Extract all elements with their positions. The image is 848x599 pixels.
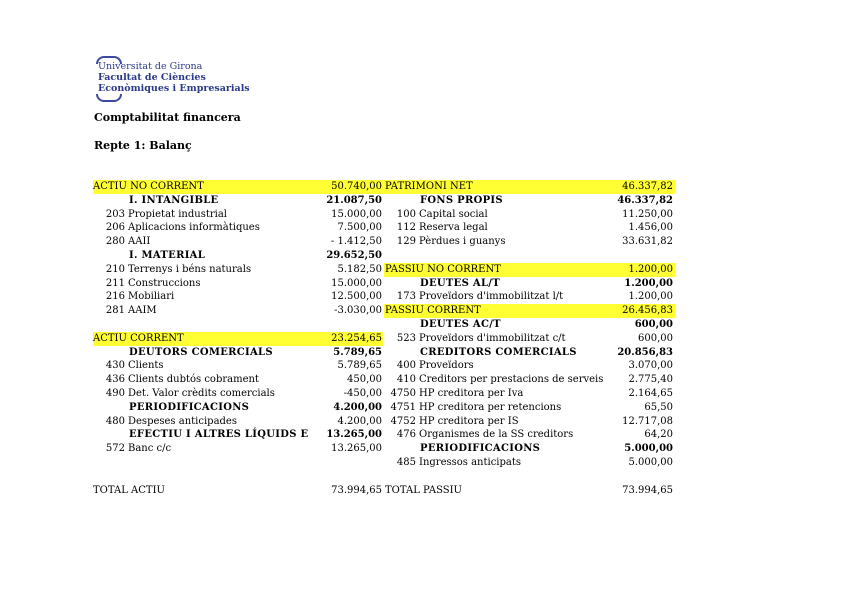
liability-section-total: 46.337,82 — [622, 181, 673, 192]
asset-section-label: ACTIU CORRENT — [93, 332, 184, 344]
university-logo — [96, 56, 250, 102]
liability-account-code: 4750 — [390, 387, 416, 399]
asset-account-code: 280 — [105, 236, 125, 248]
asset-account-code: 480 — [105, 415, 125, 427]
balance-row — [93, 428, 675, 442]
asset-account-code: 430 — [105, 360, 125, 372]
balance-row — [93, 194, 675, 208]
liability-subgroup-total: 1.200,00 — [624, 277, 673, 289]
liability-account-name: Reserva legal — [419, 222, 488, 234]
liability-subgroup-label: DEUTES AL/T — [420, 277, 500, 289]
asset-subgroup-total: 13.265,00 — [326, 429, 382, 441]
asset-account-amount: -3.030,00 — [334, 305, 382, 317]
asset-account-name: Mobiliari — [128, 291, 175, 303]
liability-section-total: 73.994,65 — [622, 484, 673, 496]
liability-section-label: PASSIU CORRENT — [385, 305, 481, 317]
liability-section-label: TOTAL PASSIU — [385, 484, 462, 496]
asset-account-code: 281 — [105, 305, 125, 317]
liability-subgroup-label: FONS PROPIS — [420, 194, 503, 206]
asset-account-amount: 7.500,00 — [337, 222, 382, 234]
liability-account-amount: 64,20 — [644, 429, 673, 441]
liability-account-amount: 12.717,08 — [622, 415, 673, 427]
asset-account-amount: 12.500,00 — [331, 291, 382, 303]
liability-account-name: Creditors per prestacions de serveis — [419, 374, 604, 386]
liability-section-total: 1.200,00 — [628, 263, 673, 275]
liability-account-name: Proveïdors — [419, 360, 474, 372]
liability-subgroup-label: PERIODIFICACIONS — [420, 443, 541, 455]
asset-account-name: Construccions — [128, 277, 201, 289]
liability-account-code: 523 — [396, 332, 416, 344]
asset-account-name: Clients — [128, 360, 164, 372]
asset-account-amount: 13.265,00 — [331, 443, 382, 455]
liability-account-name: HP creditora per Iva — [419, 387, 524, 399]
balance-row — [93, 332, 675, 346]
asset-account-code: 203 — [105, 208, 125, 220]
liability-account-name: Organismes de la SS creditors — [419, 429, 574, 441]
balance-row — [93, 346, 675, 360]
asset-account-name: Banc c/c — [128, 443, 172, 455]
balance-row — [93, 249, 675, 263]
liability-account-code: 129 — [396, 236, 416, 248]
balance-row — [93, 290, 675, 304]
liability-subgroup-total: 46.337,82 — [617, 194, 673, 206]
asset-subgroup-label: I. INTANGIBLE — [129, 194, 219, 206]
balance-row — [93, 221, 675, 235]
asset-account-code: 490 — [105, 387, 125, 399]
asset-section-label: TOTAL ACTIU — [93, 484, 165, 496]
asset-account-code: 572 — [105, 443, 125, 455]
asset-account-amount: 5.789,65 — [337, 360, 382, 372]
liability-account-amount: 65,50 — [644, 401, 673, 413]
liability-account-amount: 1.200,00 — [628, 291, 673, 303]
asset-subgroup-label: I. MATERIAL — [129, 249, 206, 261]
liability-account-code: 400 — [396, 360, 416, 372]
balance-row — [93, 359, 675, 373]
asset-account-amount: -450,00 — [343, 387, 382, 399]
balance-row — [93, 318, 675, 332]
asset-account-name: AAIM — [128, 305, 157, 317]
balance-row — [93, 470, 675, 484]
liability-section-total: 26.456,83 — [622, 305, 673, 317]
balance-row — [93, 373, 675, 387]
asset-section-total: 23.254,65 — [331, 332, 382, 344]
liability-account-amount: 3.070,00 — [628, 360, 673, 372]
asset-account-amount: 5.182,50 — [337, 263, 382, 275]
liability-account-name: Ingressos anticipats — [419, 456, 522, 468]
liability-subgroup-total: 600,00 — [634, 318, 673, 330]
liability-account-code: 476 — [396, 429, 416, 441]
liability-account-code: 485 — [396, 456, 416, 468]
logo-faculty-line1: Facultat de Ciències — [98, 72, 206, 83]
balance-sheet — [93, 180, 675, 497]
asset-subgroup-total: 4.200,00 — [333, 401, 382, 413]
liability-account-name: Capital social — [419, 208, 488, 220]
liability-account-amount: 11.250,00 — [622, 208, 673, 220]
liability-account-name: Proveïdors d'immobilitzat l/t — [419, 291, 564, 303]
balance-row — [93, 235, 675, 249]
asset-account-name: Aplicacions informàtiques — [128, 222, 260, 234]
asset-account-code: 206 — [105, 222, 125, 234]
logo-faculty-line2: Econòmiques i Empresarials — [98, 83, 250, 94]
liability-account-amount: 2.164,65 — [628, 387, 673, 399]
liability-account-amount: 1.456,00 — [628, 222, 673, 234]
asset-account-name: Propietat industrial — [128, 208, 227, 220]
liability-account-code: 100 — [396, 208, 416, 220]
asset-account-code: 436 — [105, 374, 125, 386]
liability-account-code: 173 — [396, 291, 416, 303]
liability-account-code: 112 — [396, 222, 416, 234]
liability-account-amount: 33.631,82 — [622, 236, 673, 248]
asset-subgroup-label: PERIODIFICACIONS — [129, 401, 250, 413]
liability-account-amount: 5.000,00 — [628, 456, 673, 468]
asset-account-name: Despeses anticipades — [128, 415, 237, 427]
liability-section-label: PATRIMONI NET — [385, 181, 473, 192]
asset-account-amount: 15.000,00 — [331, 208, 382, 220]
asset-subgroup-total: 5.789,65 — [333, 346, 382, 358]
asset-account-code: 211 — [105, 277, 125, 289]
liability-subgroup-total: 20.856,83 — [617, 346, 673, 358]
asset-subgroup-label: DEUTORS COMERCIALS — [129, 346, 273, 358]
liability-subgroup-label: DEUTES AC/T — [420, 318, 501, 330]
asset-account-name: Terrenys i béns naturals — [128, 263, 252, 275]
liability-account-code: 4751 — [390, 401, 416, 413]
balance-row — [93, 180, 675, 194]
logo-arc-bottom — [96, 94, 122, 102]
liability-account-code: 410 — [396, 374, 416, 386]
liability-subgroup-total: 5.000,00 — [624, 443, 673, 455]
liability-account-name: Pèrdues i guanys — [419, 236, 506, 248]
asset-subgroup-total: 29.652,50 — [326, 249, 382, 261]
asset-subgroup-label: EFECTIU I ALTRES LÍQUIDS E — [129, 429, 309, 441]
asset-account-amount: 450,00 — [347, 374, 382, 386]
logo-university-name: Universitat de Girona — [98, 61, 203, 72]
asset-subgroup-total: 21.087,50 — [326, 194, 382, 206]
balance-row — [93, 484, 675, 498]
document-title: Comptabilitat financera — [94, 111, 241, 124]
balance-row — [93, 442, 675, 456]
balance-row — [93, 208, 675, 222]
liability-account-name: HP creditora per retencions — [419, 401, 562, 413]
asset-account-code: 216 — [105, 291, 125, 303]
liability-account-code: 4752 — [390, 415, 416, 427]
balance-row — [93, 415, 675, 429]
document-subtitle: Repte 1: Balanç — [94, 139, 192, 152]
asset-account-code: 210 — [105, 263, 125, 275]
balance-row — [93, 263, 675, 277]
balance-row — [93, 277, 675, 291]
liability-account-amount: 2.775,40 — [628, 374, 673, 386]
asset-section-label: ACTIU NO CORRENT — [93, 181, 204, 192]
liability-account-name: HP creditora per IS — [419, 415, 519, 427]
balance-row — [93, 387, 675, 401]
asset-account-name: AAII — [128, 236, 151, 248]
balance-row — [93, 304, 675, 318]
liability-account-amount: 600,00 — [638, 332, 673, 344]
liability-account-name: Proveïdors d'immobilitzat c/t — [419, 332, 566, 344]
balance-row — [93, 401, 675, 415]
asset-account-name: Clients dubtós cobrament — [128, 374, 259, 386]
asset-account-amount: - 1.412,50 — [330, 236, 382, 248]
balance-row — [93, 456, 675, 470]
asset-account-name: Det. Valor crèdits comercials — [128, 387, 275, 399]
liability-subgroup-label: CREDITORS COMERCIALS — [420, 346, 577, 358]
liability-section-label: PASSIU NO CORRENT — [385, 263, 501, 275]
asset-section-total: 50.740,00 — [331, 181, 382, 192]
asset-section-total: 73.994,65 — [331, 484, 382, 496]
asset-account-amount: 15.000,00 — [331, 277, 382, 289]
asset-account-amount: 4.200,00 — [337, 415, 382, 427]
